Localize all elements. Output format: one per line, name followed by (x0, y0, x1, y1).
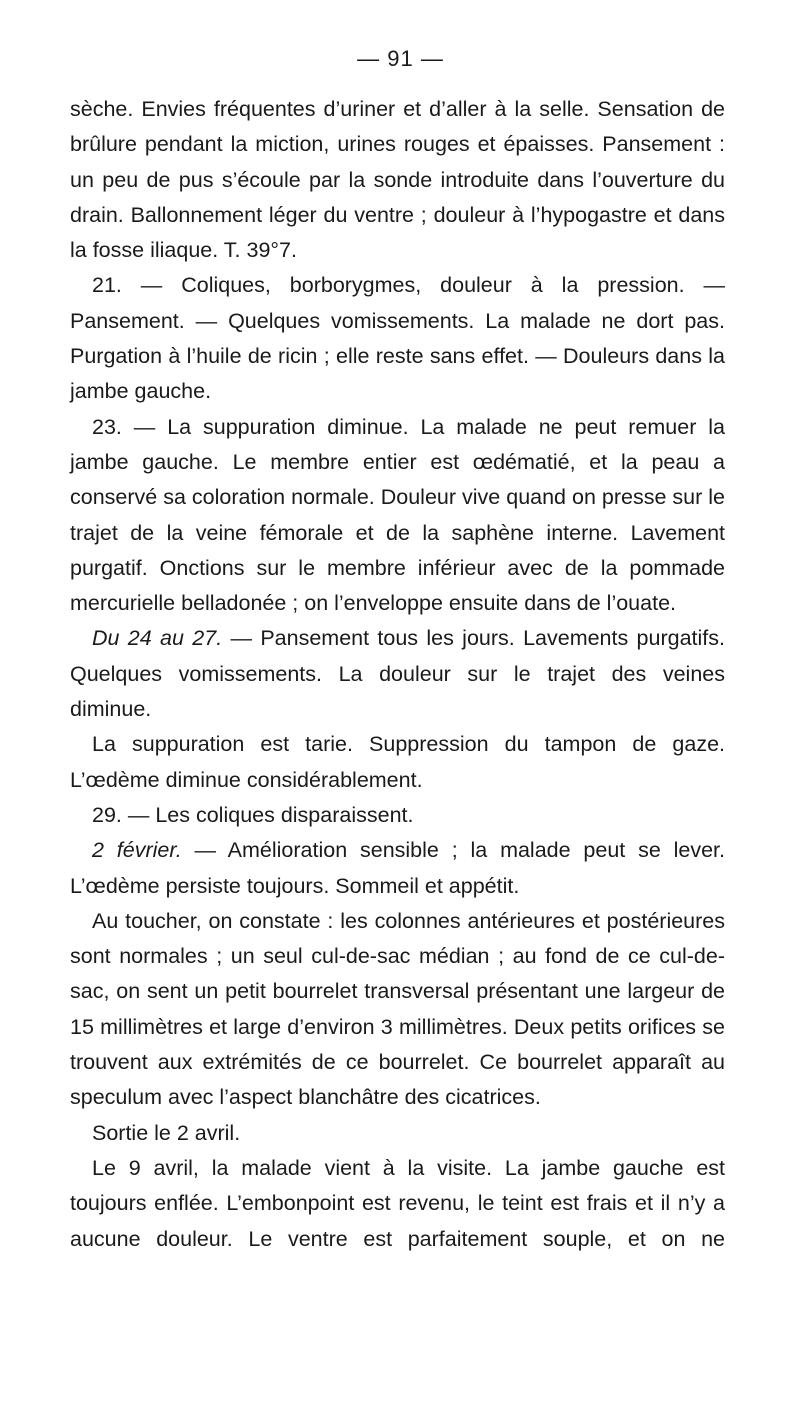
paragraph-text: 21. — Coliques, borborygmes, douleur à la pression. — Pansement. — Quelques vomissements. La malade ne dort pas. Purgation à l’huile de ricin ; elle reste sans effet. — Douleurs dans la jambe gauche. (70, 273, 725, 404)
paragraph-text: Au toucher, on constate : les colonnes antérieures et postérieures sont normales ; un seul cul-de-sac médian ; au fond de ce cul-de-sac, on sent un petit bourrelet transversal présentant une largeur de 15 millimètres et large d’environ 3 millimètres. Deux petits orifices se trouvent aux extrémités de ce bourrelet. Ce bourrelet apparaît au speculum avec l’aspect blanchâtre des cicatrices. (70, 908, 725, 1110)
paragraph (70, 92, 725, 268)
paragraph (70, 410, 725, 622)
paragraph-text: La suppuration est tarie. Suppression du tampon de gaze. L’œdème diminue considérablement. (70, 732, 725, 792)
paragraph-text: 23. — La suppuration diminue. La malade ne peut remuer la jambe gauche. Le membre entier est œdématié, et la peau a conservé sa coloration normale. Douleur vive quand on presse sur le trajet de la veine fémorale et de la saphène interne. Lavement purgatif. Onctions sur le membre inférieur avec de la pommade mercurielle belladonée ; on l’enveloppe ensuite dans de l’ouate. (70, 414, 725, 616)
paragraph (70, 268, 725, 409)
page-number: — 91 — (357, 46, 444, 71)
paragraph (70, 621, 725, 727)
paragraph (70, 1116, 725, 1151)
italic-date-label: 2 février. (92, 838, 182, 863)
paragraph-text: sèche. Envies fréquentes d’uriner et d’aller à la selle. Sensation de brûlure pendant la miction, urines rouges et épaisses. Pansement : un peu de pus s’écoule par la sonde introduite dans l’ouverture du drain. Ballonnement léger du ventre ; douleur à l’hypogastre et dans la fosse iliaque. T. 39°7. (70, 97, 725, 263)
paragraph-text: — Pansement tous les jours. Lavements purgatifs. Quelques vomissements. La douleur sur le trajet des veines diminue. (70, 626, 725, 722)
italic-date-label: Du 24 au 27. (92, 626, 223, 651)
paragraph (70, 833, 725, 904)
paragraph (70, 727, 725, 798)
body-text (70, 92, 725, 1257)
paragraph (70, 904, 725, 1116)
paragraph-text: Le 9 avril, la malade vient à la visite. La jambe gauche est toujours enflée. L’embonpoint est revenu, le teint est frais et il n’y a aucune douleur. Le ventre est parfaitement souple, et on ne (70, 1155, 725, 1251)
paragraph (70, 798, 725, 833)
paragraph-text: — Amélioration sensible ; la malade peut se lever. L’œdème persiste toujours. Sommeil et appétit. (70, 838, 726, 898)
paragraph-text: 29. — Les coliques disparaissent. (92, 802, 414, 827)
paragraph (70, 1151, 725, 1257)
paragraph-text: Sortie le 2 avril. (92, 1120, 241, 1145)
